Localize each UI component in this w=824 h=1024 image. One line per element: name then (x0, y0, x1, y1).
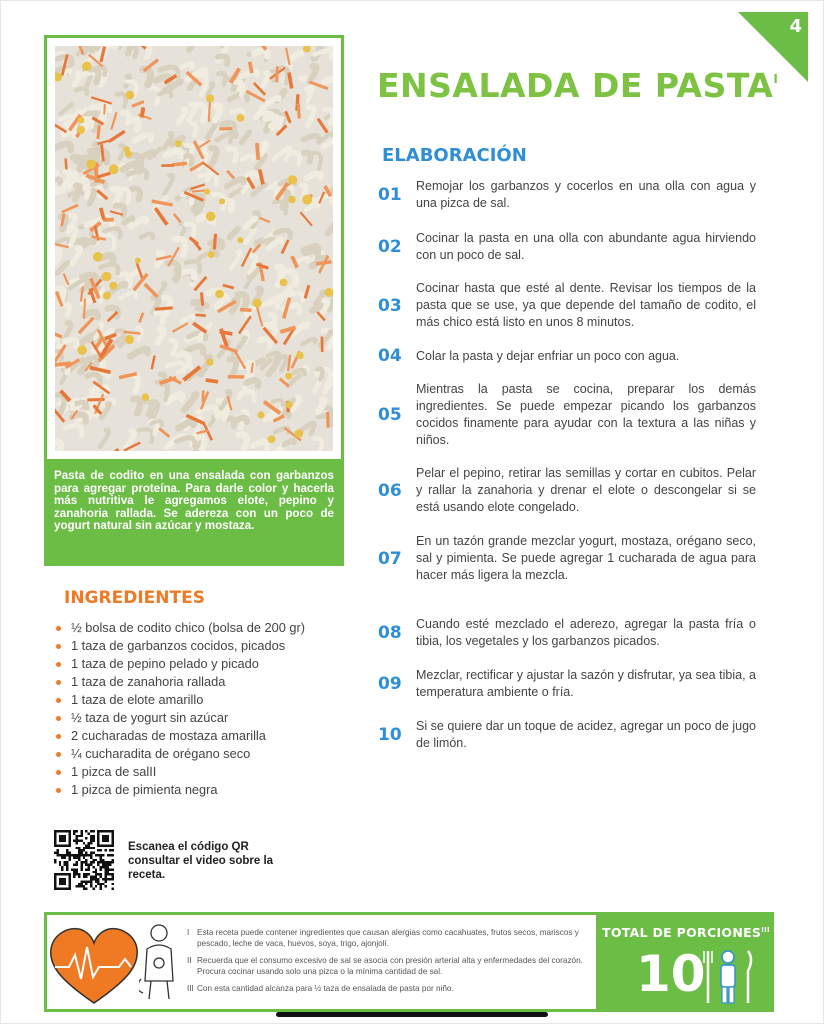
step (376, 667, 756, 701)
list-item: 1 taza de zanahoria rallada (54, 673, 305, 691)
recipe-photo (55, 46, 333, 451)
step-text: Colar la pasta y dejar enfriar un poco con agua. (416, 348, 680, 363)
bullet-icon (56, 662, 61, 667)
step (376, 230, 756, 264)
list-item: 1 taza de elote amarillo (54, 691, 305, 709)
step (376, 346, 756, 366)
step (376, 280, 756, 331)
bullet-icon (56, 752, 61, 757)
step-text: Mezclar, rectificar y ajustar la sazón y disfrutar, ya sea tibia, a temperatura ambiente o fría. (416, 668, 756, 699)
step (376, 533, 756, 584)
heart-health-icon (49, 927, 139, 1007)
footnote: I Esta receta puede contener ingredientes que causan alergias como cacahuates, frutos secos, mariscos y pescado, leche de vaca, huevos, soya, trigo, ajonjolí. (187, 928, 579, 948)
step-number: 01 (378, 185, 402, 205)
footnotes (187, 927, 597, 1000)
step-text: En un tazón grande mezclar yogurt, mostaza, orégano seco, sal y pimienta. Se puede agregar 1 cucharada de agua para hacer más ligera la mezcla. (416, 534, 756, 582)
recipe-photo-frame (44, 35, 344, 462)
list-item: 1 pizca de salII (54, 763, 305, 781)
step-number: 02 (378, 237, 402, 257)
bullet-icon (56, 626, 61, 631)
step-text: Cuando esté mezclado el aderezo, agregar la pasta fría o tibia, los vegetales y los garbanzos picados. (416, 617, 756, 648)
step (376, 616, 756, 650)
child-with-cutlery-icon (700, 949, 760, 1005)
recipe-description: Pasta de codito en una ensalada con garbanzos para agregar proteína. Para darle color y hacerla más nutritiva le agregamos elote, pepino y zanahoria rallada. Se adereza con un poco de yogurt natural sin azúcar y mostaza. (44, 462, 344, 566)
bullet-icon (56, 716, 61, 721)
qr-caption: Escanea el código QR consultar el video sobre la receta. (128, 841, 274, 881)
servings-box (596, 915, 771, 1009)
step-number: 07 (378, 548, 402, 569)
step-number: 06 (378, 480, 402, 501)
page-title: ENSALADA DE $PASTA^I$ (377, 66, 779, 105)
bullet-icon (56, 698, 61, 703)
bullet-icon (56, 680, 61, 685)
step-number: 04 (378, 346, 402, 366)
elaboracion-heading: ELABORACIÓN (382, 145, 527, 166)
step-number: 09 (378, 674, 402, 694)
doctor-icon (139, 923, 179, 1001)
bullet-icon (56, 770, 61, 775)
bullet-icon (56, 734, 61, 739)
step-text: Cocinar hasta que esté al dente. Revisar los tiempos de la pasta que se use, ya que depende del tamaño de codito, el más chico está listo en unos 8 minutos. (416, 281, 756, 329)
step (376, 381, 756, 449)
list-item: 2 cucharadas de mostaza amarilla (54, 727, 305, 745)
list-item: 1 taza de garbanzos cocidos, picados (54, 637, 305, 655)
step-text: Pelar el pepino, retirar las semillas y cortar en cubitos. Pelar y rallar la zanahoria y drenar el elote o descongelar si se está usando elote congelado. (416, 466, 756, 514)
footnote: II Recuerda que el consumo excesivo de sal se asocia con presión arterial alta y enfermedades del corazón. Procura cocinar usando solo una pizca o la mínima cantidad de sal. (187, 956, 583, 976)
ingredientes-heading: INGREDIENTES (64, 588, 205, 608)
servings-label: TOTAL DE $PORCIONES^{III}$ (602, 925, 770, 940)
list-item: 1 taza de pepino pelado y picado (54, 655, 305, 673)
bullet-icon (56, 788, 61, 793)
step-number: 05 (378, 405, 402, 425)
qr-code-icon[interactable] (54, 830, 114, 890)
footnote: III Con esta cantidad alcanza para ½ taza de ensalada de pasta por niño. (187, 984, 454, 993)
step-number: 08 (378, 623, 402, 643)
list-item: ¼ cucharadita de orégano seco (54, 745, 305, 763)
step-text: Remojar los garbanzos y cocerlos en una olla con agua y una pizca de sal. (416, 179, 756, 210)
page-number: 4 (789, 16, 802, 37)
ingredients-list (54, 619, 305, 799)
step (376, 718, 756, 752)
step (376, 465, 756, 516)
list-item: ½ taza de yogurt sin azúcar (54, 709, 305, 727)
servings-value: 10 (636, 945, 706, 1003)
step-text: Cocinar la pasta en una olla con abundante agua hirviendo con un poco de sal. (416, 231, 756, 262)
home-indicator[interactable] (276, 1012, 548, 1017)
title-footnote-mark: I (773, 72, 779, 86)
list-item: 1 pizca de pimienta negra (54, 781, 305, 799)
list-item: ½ bolsa de codito chico (bolsa de 200 gr) (54, 619, 305, 637)
step-text: Mientras la pasta se cocina, preparar los demás ingredientes. Se puede empezar picando los garbanzos cocidos finamente para ayudar con la textura a las niñas y niños. (416, 382, 756, 447)
step-number: 03 (378, 295, 402, 316)
step-text: Si se quiere dar un toque de acidez, agregar un poco de jugo de limón. (416, 719, 756, 750)
step (376, 178, 756, 212)
bullet-icon (56, 644, 61, 649)
step-number: 10 (378, 725, 402, 745)
footer-box (44, 912, 774, 1012)
